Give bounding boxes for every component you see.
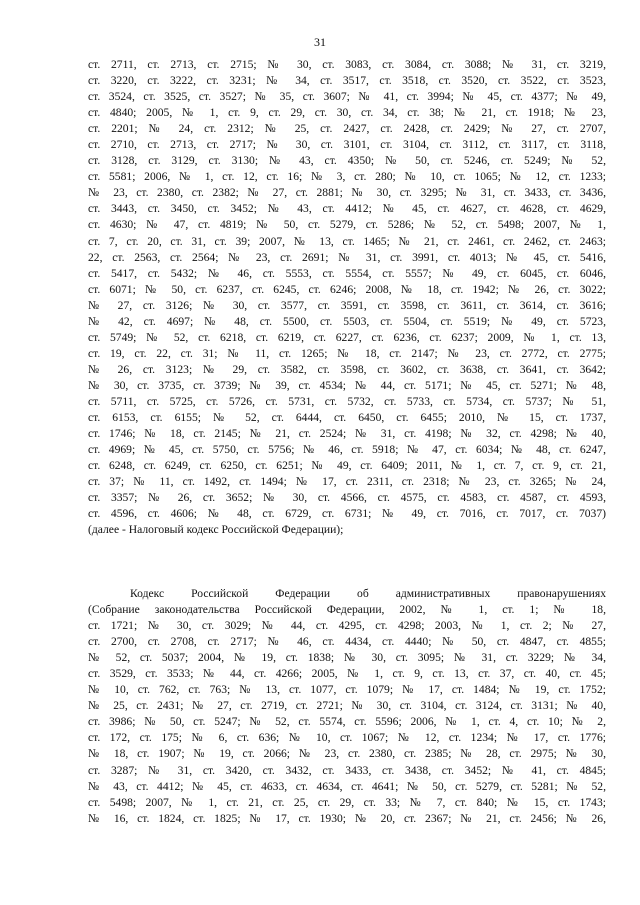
paragraph-administrative-code-references <box>88 586 606 827</box>
text-line: ст. 2710, ст. 2713, ст. 2717; № 30, ст. 3101, ст. 3104, ст. 3112, ст. 3117, ст. 3118, <box>88 138 606 152</box>
text-line: № 42, ст. 4697; № 48, ст. 5500, ст. 5503, ст. 5504, ст. 5519; № 49, ст. 5723, <box>88 314 606 328</box>
text-line: ст. 3128, ст. 3129, ст. 3130; № 43, ст. 4350; № 50, ст. 5246, ст. 5249; № 52, <box>88 154 606 168</box>
text-line: ст. 5498; 2007, № 1, ст. 21, ст. 25, ст. 29, ст. 33; № 7, ст. 840; № 15, ст. 1743; <box>88 795 606 809</box>
text-line: № 43, ст. 4412; № 45, ст. 4633, ст. 4634, ст. 4641; № 50, ст. 5279, ст. 5281; № 52, <box>88 779 606 793</box>
text-line: № 26, ст. 3123; № 29, ст. 3582, ст. 3598, ст. 3602, ст. 3638, ст. 3641, ст. 3642; <box>88 362 606 376</box>
page-number: 31 <box>314 35 326 49</box>
text-line: ст. 3287; № 31, ст. 3420, ст. 3432, ст. 3433, ст. 3438, ст. 3452; № 41, ст. 4845; <box>88 763 606 777</box>
text-line: № 25, ст. 2431; № 27, ст. 2719, ст. 2721; № 30, ст. 3104, ст. 3124, ст. 3131; № 40, <box>88 699 606 713</box>
text-line: № 16, ст. 1824, ст. 1825; № 17, ст. 1930; № 20, ст. 2367; № 21, ст. 2456; № 26, <box>88 811 606 825</box>
text-line: (Собрание законодательства Российской Федерации, 2002, № 1, ст. 1; № 18, <box>88 603 606 617</box>
text-line: ст. 4630; № 47, ст. 4819; № 50, ст. 5279, ст. 5286; № 52, ст. 5498; 2007, № 1, <box>88 218 606 232</box>
text-line: ст. 6248, ст. 6249, ст. 6250, ст. 6251; № 49, ст. 6409; 2011, № 1, ст. 7, ст. 9, ст. 21, <box>88 459 606 473</box>
text-line: (далее - Налоговый кодекс Российской Федерации); <box>88 523 344 537</box>
text-line: № 30, ст. 3735, ст. 3739; № 39, ст. 4534; № 44, ст. 5171; № 45, ст. 5271; № 48, <box>88 378 606 392</box>
text-line: ст. 19, ст. 22, ст. 31; № 11, ст. 1265; № 18, ст. 2147; № 23, ст. 2772, ст. 2775; <box>88 346 606 360</box>
text-line: ст. 6071; № 50, ст. 6237, ст. 6245, ст. 6246; 2008, № 18, ст. 1942; № 26, ст. 3022; <box>88 282 606 296</box>
text-line: ст. 3529, ст. 3533; № 44, ст. 4266; 2005, № 1, ст. 9, ст. 13, ст. 37, ст. 40, ст. 45; <box>88 667 606 681</box>
text-line: № 27, ст. 3126; № 30, ст. 3577, ст. 3591, ст. 3598, ст. 3611, ст. 3614, ст. 3616; <box>88 298 606 312</box>
text-line: ст. 1721; № 30, ст. 3029; № 44, ст. 4295, ст. 4298; 2003, № 1, ст. 2; № 27, <box>88 619 606 633</box>
text-line: ст. 172, ст. 175; № 6, ст. 636; № 10, ст. 1067; № 12, ст. 1234; № 17, ст. 1776; <box>88 731 606 745</box>
text-line: ст. 4969; № 45, ст. 5750, ст. 5756; № 46, ст. 5918; № 47, ст. 6034; № 48, ст. 6247, <box>88 443 606 457</box>
text-line: Кодекс Российской Федерации об административных правонарушениях <box>130 587 606 600</box>
text-line: ст. 3357; № 26, ст. 3652; № 30, ст. 4566, ст. 4575, ст. 4583, ст. 4587, ст. 4593, <box>88 491 606 505</box>
text-line: № 52, ст. 5037; 2004, № 19, ст. 1838; № 30, ст. 3095; № 31, ст. 3229; № 34, <box>88 651 606 665</box>
text-line: ст. 1746; № 18, ст. 2145; № 21, ст. 2524; № 31, ст. 4198; № 32, ст. 4298; № 40, <box>88 427 606 441</box>
text-line: ст. 2201; № 24, ст. 2312; № 25, ст. 2427, ст. 2428, ст. 2429; № 27, ст. 2707, <box>88 122 606 136</box>
text-line: ст. 6153, ст. 6155; № 52, ст. 6444, ст. 6450, ст. 6455; 2010, № 15, ст. 1737, <box>88 411 606 425</box>
text-line: ст. 4596, ст. 4606; № 48, ст. 6729, ст. 6731; № 49, ст. 7016, ст. 7017, ст. 7037) <box>88 507 606 521</box>
text-line: ст. 7, ст. 20, ст. 31, ст. 39; 2007, № 13, ст. 1465; № 21, ст. 2461, ст. 2462, ст. 2463; <box>88 234 606 248</box>
text-line: ст. 3524, ст. 3525, ст. 3527; № 35, ст. 3607; № 41, ст. 3994; № 45, ст. 4377; № 49, <box>88 90 606 104</box>
text-line: ст. 2711, ст. 2713, ст. 2715; № 30, ст. 3083, ст. 3084, ст. 3088; № 31, ст. 3219, <box>88 58 606 71</box>
text-line: ст. 5711, ст. 5725, ст. 5726, ст. 5731, ст. 5732, ст. 5733, ст. 5734, ст. 5737; № 51, <box>88 394 606 408</box>
text-line: ст. 3220, ст. 3222, ст. 3231; № 34, ст. 3517, ст. 3518, ст. 3520, ст. 3522, ст. 3523, <box>88 74 606 88</box>
text-line: № 10, ст. 762, ст. 763; № 13, ст. 1077, ст. 1079; № 17, ст. 1484; № 19, ст. 1752; <box>88 683 606 697</box>
text-line: ст. 5417, ст. 5432; № 46, ст. 5553, ст. 5554, ст. 5557; № 49, ст. 6045, ст. 6046, <box>88 266 606 280</box>
text-line: № 18, ст. 1907; № 19, ст. 2066; № 23, ст. 2380, ст. 2385; № 28, ст. 2975; № 30, <box>88 747 606 761</box>
text-line: ст. 37; № 11, ст. 1492, ст. 1494; № 17, ст. 2311, ст. 2318; № 23, ст. 3265; № 24, <box>88 475 606 489</box>
text-line: ст. 2700, ст. 2708, ст. 2717; № 46, ст. 4434, ст. 4440; № 50, ст. 4847, ст. 4855; <box>88 635 606 649</box>
text-line: № 23, ст. 2380, ст. 2382; № 27, ст. 2881; № 30, ст. 3295; № 31, ст. 3433, ст. 3436, <box>88 186 606 200</box>
text-line: ст. 5581; 2006, № 1, ст. 12, ст. 16; № 3, ст. 280; № 10, ст. 1065; № 12, ст. 1233; <box>88 170 606 184</box>
text-line: 22, ст. 2563, ст. 2564; № 23, ст. 2691; № 31, ст. 3991, ст. 4013; № 45, ст. 5416, <box>88 250 606 264</box>
text-line: ст. 4840; 2005, № 1, ст. 9, ст. 29, ст. 30, ст. 34, ст. 38; № 21, ст. 1918; № 23, <box>88 106 606 120</box>
text-line: ст. 3443, ст. 3450, ст. 3452; № 43, ст. 4412; № 45, ст. 4627, ст. 4628, ст. 4629, <box>88 202 606 216</box>
paragraph-tax-code-references <box>88 57 606 538</box>
text-line: ст. 5749; № 52, ст. 6218, ст. 6219, ст. 6227, ст. 6236, ст. 6237; 2009, № 1, ст. 13, <box>88 330 606 344</box>
text-line: ст. 3986; № 50, ст. 5247; № 52, ст. 5574, ст. 5596; 2006, № 1, ст. 4, ст. 10; № 2, <box>88 715 606 729</box>
